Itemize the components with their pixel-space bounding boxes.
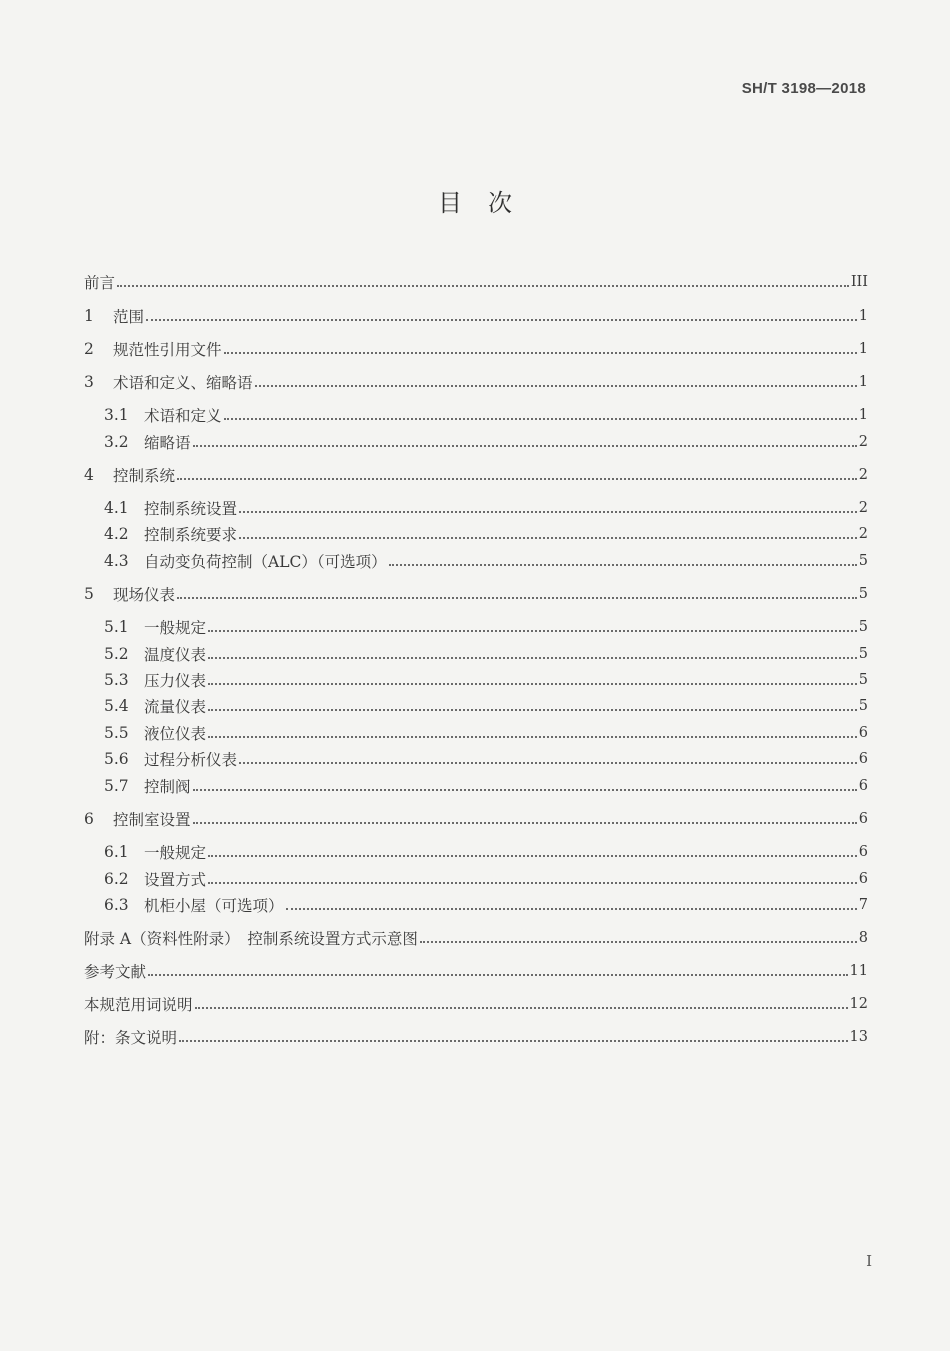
toc-entry-number: 4.1 (104, 499, 129, 517)
toc-entry-label: 规范性引用文件 (113, 341, 222, 359)
page-number: I (866, 1252, 872, 1270)
toc-entry-page: 2 (858, 467, 868, 483)
toc-entry[interactable] (84, 370, 868, 394)
toc-entry[interactable] (84, 463, 868, 487)
toc-entry[interactable] (104, 721, 868, 745)
toc-entry-page: 5 (858, 586, 868, 602)
toc-entry[interactable] (104, 430, 868, 454)
toc-entry-label: 控制系统设置 (144, 500, 238, 518)
toc-entry-label: 流量仪表 (144, 698, 207, 716)
toc-entry-label: 液位仪表 (144, 725, 207, 743)
toc-entry-number: 4 (84, 466, 94, 484)
toc-entry[interactable] (84, 582, 868, 606)
toc-entry-label: 范围 (113, 308, 145, 326)
toc-entry-page: 6 (858, 871, 868, 887)
toc-entry-label: 自动变负荷控制（ALC）（可选项） (144, 553, 387, 571)
toc-entry-label: 过程分析仪表 (144, 751, 238, 769)
toc-entry-label: 一般规定 (144, 619, 207, 637)
dot-leader (193, 821, 857, 824)
toc-entry-label: 控制室设置 (113, 811, 191, 829)
toc-entry[interactable] (104, 668, 868, 692)
toc-entry-number: 5.3 (104, 671, 129, 689)
toc-entry-number: 6 (84, 810, 94, 828)
toc-entry[interactable] (84, 270, 868, 294)
toc-entry-page: III (850, 274, 868, 290)
toc-entry-page: 6 (858, 844, 868, 860)
dot-leader (146, 318, 857, 321)
standard-code: SH/T 3198—2018 (741, 80, 866, 97)
toc-entry-number: 5 (84, 585, 94, 603)
toc-entry-page: 1 (858, 341, 868, 357)
dot-leader (208, 708, 857, 711)
toc-entry[interactable] (84, 337, 868, 361)
toc-entry[interactable] (104, 774, 868, 798)
toc-entry-page: 5 (858, 698, 868, 714)
toc-entry[interactable] (104, 642, 868, 666)
toc-entry-page: 1 (858, 407, 868, 423)
toc-entry-number: 6.2 (104, 870, 129, 888)
dot-leader (193, 788, 857, 791)
toc-entry-number: 6.3 (104, 896, 129, 914)
toc-entry-number: 4.2 (104, 525, 129, 543)
toc-entry-label: 术语和定义 (144, 407, 222, 425)
toc-entry-page: 8 (858, 930, 868, 946)
dot-leader (239, 536, 857, 539)
dot-leader (177, 477, 857, 480)
toc-entry-page: 6 (858, 725, 868, 741)
toc-entry[interactable] (104, 893, 868, 917)
dot-leader (117, 284, 849, 287)
toc-entry[interactable] (104, 496, 868, 520)
toc-entry-number: 1 (84, 307, 94, 325)
toc-entry-number: 5.7 (104, 777, 129, 795)
toc-entry-number: 4.3 (104, 552, 129, 570)
toc-entry-page: 1 (858, 374, 868, 390)
toc-entry[interactable] (84, 959, 868, 983)
dot-leader (193, 444, 857, 447)
toc-entry-number: 5.6 (104, 750, 129, 768)
toc-entry-page: 12 (849, 996, 868, 1012)
toc-entry-label: 控制系统 (113, 467, 176, 485)
toc-entry-label: 前言 (84, 274, 116, 292)
toc-entry[interactable] (104, 747, 868, 771)
toc-entry-label: 温度仪表 (144, 646, 207, 664)
toc-entry-label: 参考文献 (84, 963, 147, 981)
toc-entry-page: 2 (858, 500, 868, 516)
toc-entry-page: 2 (858, 526, 868, 542)
toc-entry-number: 3.1 (104, 406, 129, 424)
toc-entry[interactable] (84, 926, 868, 950)
toc-entry-page: 6 (858, 778, 868, 794)
toc-entry-label: 设置方式 (144, 871, 207, 889)
dot-leader (177, 596, 857, 599)
dot-leader (224, 351, 857, 354)
dot-leader (208, 656, 857, 659)
toc-entry-label: 压力仪表 (144, 672, 207, 690)
dot-leader (389, 563, 857, 566)
toc-entry[interactable] (104, 694, 868, 718)
toc-entry[interactable] (84, 992, 868, 1016)
toc-entry-number: 5.1 (104, 618, 129, 636)
dot-leader (208, 854, 857, 857)
toc-entry[interactable] (104, 867, 868, 891)
toc-entry-number: 6.1 (104, 843, 129, 861)
dot-leader (208, 629, 857, 632)
dot-leader (255, 384, 857, 387)
toc-entry-label: 缩略语 (144, 434, 191, 452)
page-title: 目次 (438, 189, 538, 217)
toc-entry-label: 附录 A（资料性附录） 控制系统设置方式示意图 (84, 930, 418, 948)
toc-entry-page: 2 (858, 434, 868, 450)
toc-entry-label: 术语和定义、缩略语 (113, 374, 253, 392)
toc-entry-label: 本规范用词说明 (84, 996, 193, 1014)
toc-entry-number: 3 (84, 373, 94, 391)
toc-entry[interactable] (104, 615, 868, 639)
toc-entry-page: 6 (858, 811, 868, 827)
dot-leader (239, 761, 857, 764)
toc-entry[interactable] (104, 403, 868, 427)
dot-leader (148, 973, 848, 976)
toc-entry-page: 5 (858, 646, 868, 662)
toc-entry-page: 1 (858, 308, 868, 324)
toc-entry-number: 5.4 (104, 697, 129, 715)
toc-entry-page: 11 (849, 963, 868, 979)
dot-leader (208, 682, 857, 685)
dot-leader (420, 940, 857, 943)
toc-entry-label: 控制阀 (144, 778, 191, 796)
toc-entry-label: 现场仪表 (113, 586, 176, 604)
toc-entry-page: 5 (858, 672, 868, 688)
toc-entry[interactable] (104, 522, 868, 546)
dot-leader (195, 1006, 848, 1009)
toc-entry-number: 5.2 (104, 645, 129, 663)
dot-leader (208, 735, 857, 738)
toc-entry-page: 5 (858, 619, 868, 635)
toc-entry-label: 一般规定 (144, 844, 207, 862)
toc-entry[interactable] (104, 840, 868, 864)
toc-entry-label: 机柜小屋（可选项） (144, 897, 284, 915)
dot-leader (286, 907, 857, 910)
toc-entry-number: 5.5 (104, 724, 129, 742)
toc-entry-page: 6 (858, 751, 868, 767)
toc-entry-number: 3.2 (104, 433, 129, 451)
toc-entry[interactable] (84, 1025, 868, 1049)
dot-leader (224, 417, 857, 420)
toc-entry-number: 2 (84, 340, 94, 358)
toc-entry-page: 7 (858, 897, 868, 913)
toc-entry-label: 附：条文说明 (84, 1029, 178, 1047)
toc-entry-page: 5 (858, 553, 868, 569)
toc-entry-page: 13 (849, 1029, 868, 1045)
dot-leader (208, 881, 857, 884)
dot-leader (179, 1039, 848, 1042)
toc-entry-label: 控制系统要求 (144, 526, 238, 544)
dot-leader (239, 510, 857, 513)
toc-entry[interactable] (104, 549, 868, 573)
toc-entry[interactable] (84, 304, 868, 328)
toc-entry[interactable] (84, 807, 868, 831)
